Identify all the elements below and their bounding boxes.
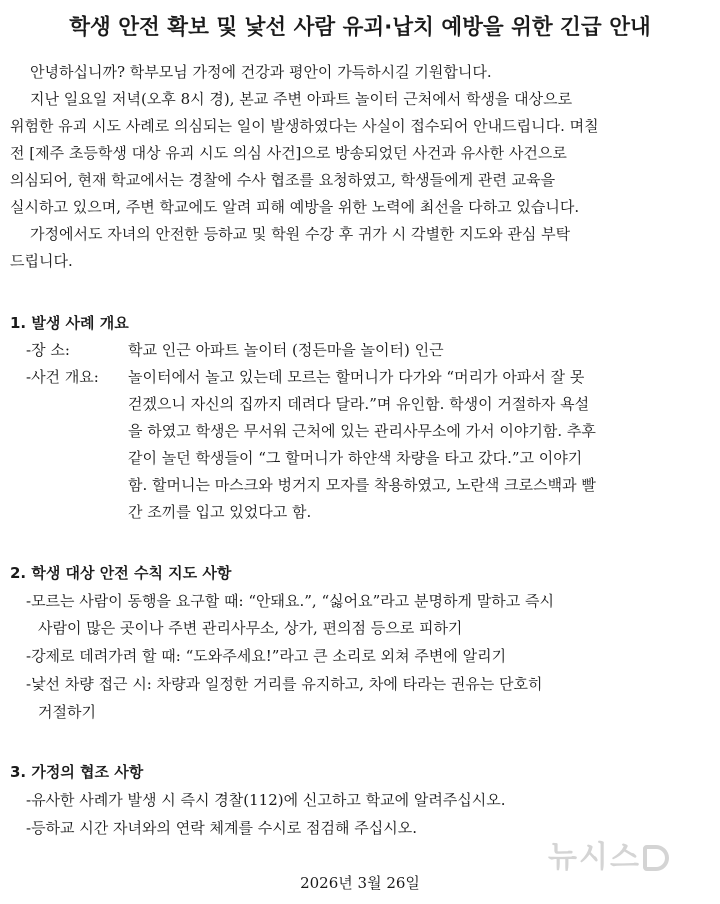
case-line: 간 조끼를 입고 있었다고 함. [128,503,312,521]
intro-line: 실시하고 있으며, 주변 학교에도 알려 피해 예방을 위한 노력에 최선을 다하고 있습니다. [10,198,580,216]
section-heading: 3. 가정의 협조 사항 [10,763,144,781]
intro-line: 드립니다. [10,252,73,270]
case-line: 놀이터에서 놀고 있는데 모르는 할머니가 다가와 “머리가 아파서 잘 못 [128,368,585,386]
intro-line: 지난 일요일 저녁(오후 8시 경), 본교 주변 아파트 놀이터 근처에서 학생을 대상으로 [30,90,573,108]
intro-line: 위험한 유괴 시도 사례로 의심되는 일이 발생하였다는 사실이 접수되어 안내드립니다. 며칠 [10,117,599,135]
case-line: 걷겠으니 자신의 집까지 데려다 달라.”며 유인함. 학생이 거절하자 욕설 [128,395,590,413]
request-line: -등하교 시간 자녀와의 연락 체계를 수시로 점검해 주십시오. [26,819,417,837]
place-label: -장 소: [26,341,70,359]
place-text: 학교 인근 아파트 놀이터 (정든마을 놀이터) 인근 [128,341,444,359]
rule-line: -강제로 데려가려 할 때: “도와주세요!”라고 큰 소리로 외쳐 주변에 알리기 [26,647,507,665]
watermark-logo [548,838,708,878]
case-line: 함. 할머니는 마스크와 벙거지 모자를 착용하였고, 노란색 크로스백과 빨 [128,476,596,494]
case-label: -사건 개요: [26,368,99,386]
watermark-text: 뉴시스 [548,840,641,875]
intro-line: 전 [제주 초등학생 대상 유괴 시도 의심 사건]으로 방송되었던 사건과 유사한 사건으로 [10,144,567,162]
notice-title: 학생 안전 확보 및 낯선 사람 유괴·납치 예방을 위한 긴급 안내 [69,15,651,40]
intro-line: 가정에서도 자녀의 안전한 등하교 및 학원 수강 후 귀가 시 각별한 지도와 관심 부탁 [30,225,571,243]
rule-line: -낯선 차량 접근 시: 차량과 일정한 거리를 유지하고, 차에 타라는 권유는 단호히 [26,675,543,693]
rule-line: 사람이 많은 곳이나 주변 관리사무소, 상가, 편의점 등으로 피하기 [38,619,463,637]
notice-date: 2026년 3월 26일 [300,874,420,892]
case-line: 같이 놀던 학생들이 “그 할머니가 하얀색 차량을 타고 갔다.”고 이야기 [128,449,583,467]
watermark-mark-icon [643,845,669,871]
case-line: 을 하였고 학생은 무서워 근처에 있는 관리사무소에 가서 이야기함. 추후 [128,422,596,440]
request-line: -유사한 사례가 발생 시 즉시 경찰(112)에 신고하고 학교에 알려주십시오. [26,791,506,809]
intro-line: 안녕하십니까? 학부모님 가정에 건강과 평안이 가득하시길 기원합니다. [30,63,492,81]
section-heading: 2. 학생 대상 안전 수칙 지도 사항 [10,564,232,582]
intro-line: 의심되어, 현재 학교에서는 경찰에 수사 협조를 요청하였고, 학생들에게 관련 교육을 [10,171,556,189]
rule-line: 거절하기 [38,703,96,721]
section-heading: 1. 발생 사례 개요 [10,314,129,332]
rule-line: -모르는 사람이 동행을 요구할 때: “안돼요.”, “싫어요”라고 분명하게 말하고 즉시 [26,592,554,610]
